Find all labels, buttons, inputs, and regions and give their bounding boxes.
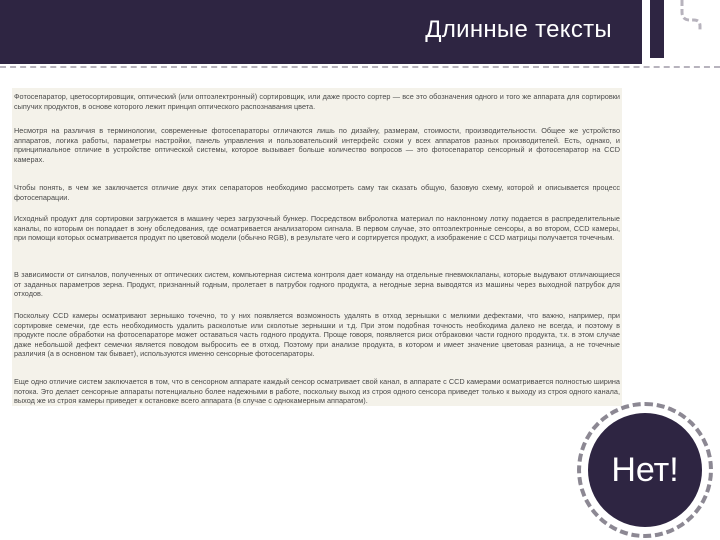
no-badge [575, 400, 715, 540]
paragraph: Несмотря на различия в терминологии, современные фотосепараторы отличаются лишь по дизайну, размерам, стоимости, производительности. Общее же устройство аппаратов, логика работы, параметры настройки, панель управления и пользовательский интерфейс схожи у всех аппаратов разных производителей. Есть, однако, и принципиальное отличие в устройстве оптической системы, которое вызывает больше количество вопросов — это фотосепаратор сенсорный и фотосепаратор на CCD камерах. [14, 126, 620, 164]
paragraph: Фотосепаратор, цветосортировщик, оптический (или оптоэлектронный) сортировщик, или даже просто сортер — все это обозначения одного и того же аппарата для сортировки сыпучих продуктов, в основе которого лежит принцип оптического распознавания цвета. [14, 92, 620, 111]
title-decoration-stripe [650, 0, 664, 64]
document-text-block [12, 88, 622, 406]
paragraph: Поскольку CCD камеры осматривают зернышко точечно, то у них появляется возможность удалять в отход зернышки с мелкими дефектами, что важно, например, при сортировке семечки, где есть необходимость удалить расколотые или сколотые зернышки и т.д. При этом подобная точность необходима далеко не всегда, и поэтому в продукте после обработки на фотосепараторе может оставаться часть годного продукта. Проще говоря, появляется риск отбраковки части годного продукта, т.к. в этом случае даже небольшой дефект семечки является поводом выбросить ее в отход. Поэтому при анализе продукта, в котором и имеет значение цветовая разница, а не точечные различия (а в основном так бывает), используются именно сенсорные фотосепараторы. [14, 311, 620, 359]
badge-label: Нет! [611, 450, 679, 489]
paragraph: В зависимости от сигналов, полученных от оптических систем, компьютерная система контроля дает команду на отдельные пневмоклапаны, которые выдувают отличающиеся от заданных параметров зерна. Продукт, признанный годным, пролетает в патрубок годного продукта, а негодные зерна выводятся из машины через выходной патрубок для отходов. [14, 270, 620, 299]
slide-title: Длинные тексты [425, 16, 612, 43]
title-decoration-hook [672, 0, 702, 64]
paragraph: Чтобы понять, в чем же заключается отличие двух этих сепараторов необходимо рассмотреть саму так сказать общую, базовую схему, которой и описывается процесс фотосепарации. [14, 183, 620, 202]
paragraph: Еще одно отличие систем заключается в том, что в сенсорном аппарате каждый сенсор осматривает свой канал, в аппарате с CCD камерами осматривается полностью ширина потока. Это делает сенсорные аппараты потенциально более надежными в работе, поскольку выход из строя одного сенсора приведет только к выходу из строя одного канала, выход же из строя камеры приведет к остановке всего аппарата (в случае с однокамерным аппаратом). [14, 377, 620, 406]
paragraph: Исходный продукт для сортировки загружается в машину через загрузочный бункер. Посредством вибролотка материал по наклонному лотку подается в распределительные каналы, по которым он попадает в зону обследования, где осматривается анализатором сигнала. В первом случае, это оптоэлектронные сенсоры, а во втором, CCD камеры, при помощи которых осматривается продукт по цветовой модели (обычно RGB), в результате чего и сортируется продукт, а изображение с CCD матрицы получается точечным. [14, 214, 620, 243]
divider-dashed [0, 66, 720, 68]
